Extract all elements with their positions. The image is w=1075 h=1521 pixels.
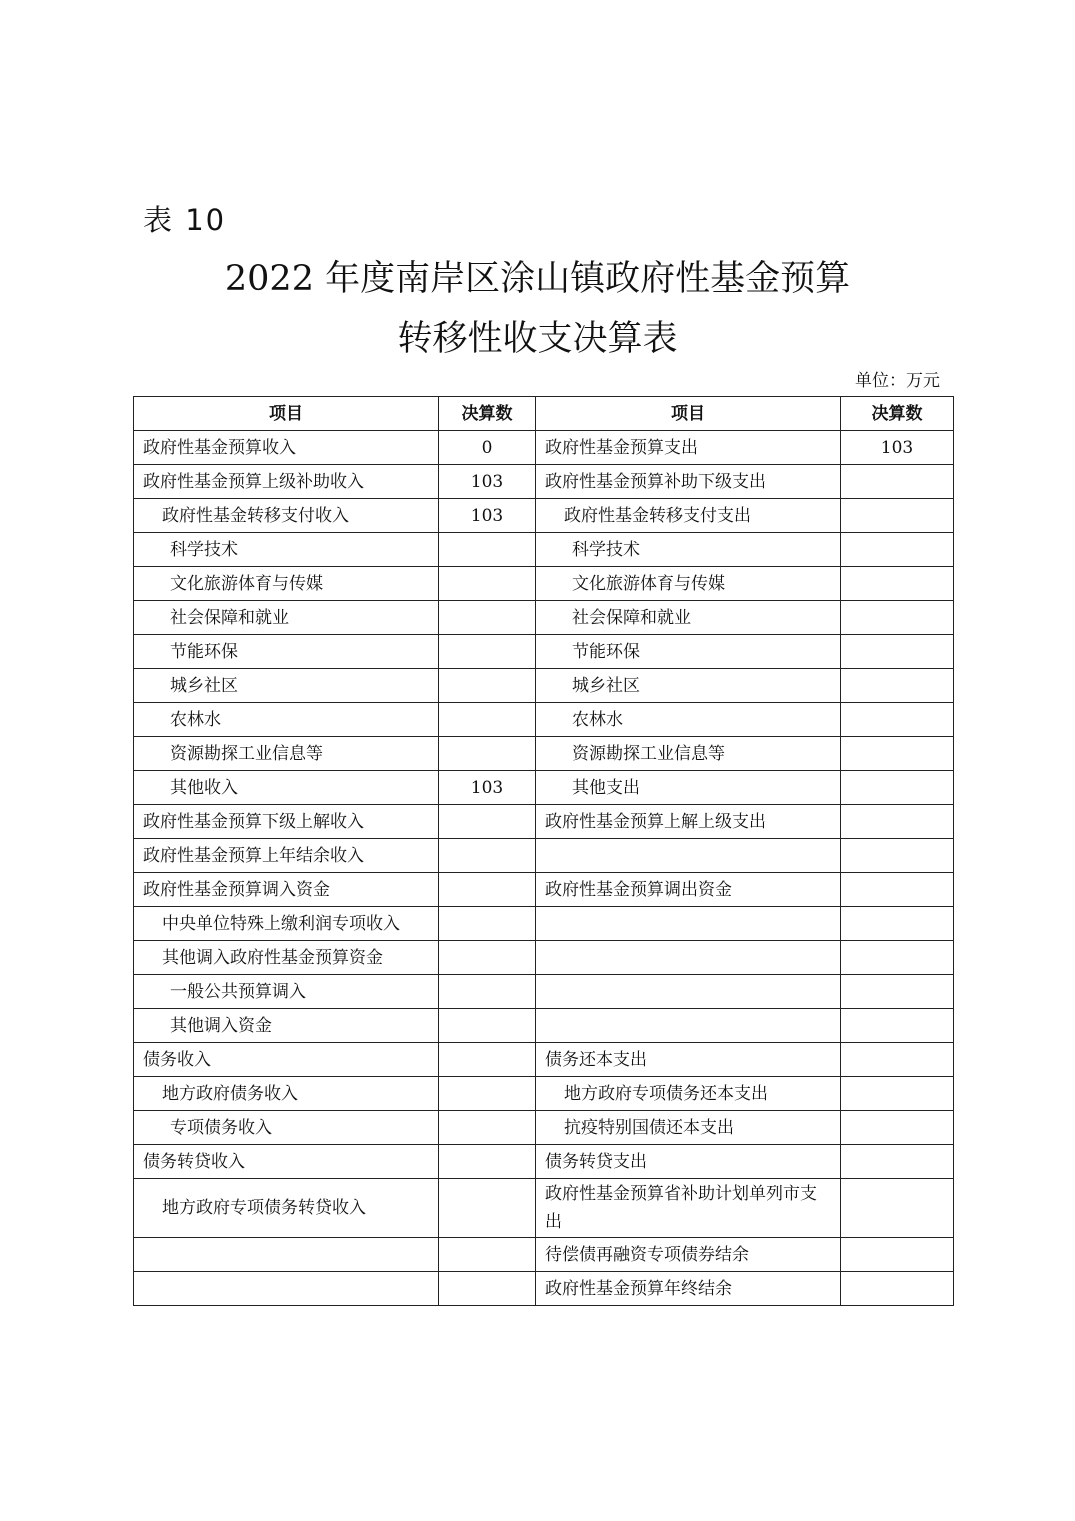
expense-item: 其他支出: [536, 771, 841, 805]
expense-amount: [841, 1272, 954, 1306]
income-amount: [439, 1145, 536, 1179]
expense-item: 城乡社区: [536, 669, 841, 703]
income-amount: [439, 1238, 536, 1272]
table-row: [134, 533, 954, 567]
income-item: 中央单位特殊上缴利润专项收入: [134, 907, 439, 941]
expense-amount: [841, 567, 954, 601]
table-row: [134, 907, 954, 941]
expense-amount: [841, 737, 954, 771]
expense-item: [536, 975, 841, 1009]
table-row: [134, 1077, 954, 1111]
expense-item: 政府性基金预算调出资金: [536, 873, 841, 907]
income-amount: [439, 1077, 536, 1111]
expense-amount: [841, 1111, 954, 1145]
table-row: [134, 839, 954, 873]
table-row: [134, 635, 954, 669]
header-item-left: 项目: [134, 397, 439, 431]
table-row: [134, 1179, 954, 1238]
income-item: 地方政府专项债务转贷收入: [134, 1179, 439, 1238]
expense-item: 地方政府专项债务还本支出: [536, 1077, 841, 1111]
expense-amount: [841, 873, 954, 907]
income-item: 债务收入: [134, 1043, 439, 1077]
income-amount: [439, 635, 536, 669]
table-row: [134, 499, 954, 533]
income-amount: 103: [439, 499, 536, 533]
table-row: [134, 669, 954, 703]
income-amount: 0: [439, 431, 536, 465]
expense-amount: [841, 1238, 954, 1272]
income-item: 文化旅游体育与传媒: [134, 567, 439, 601]
table-row: [134, 1043, 954, 1077]
income-item: 一般公共预算调入: [134, 975, 439, 1009]
table-row: [134, 1111, 954, 1145]
income-item: [134, 1272, 439, 1306]
income-item: 政府性基金预算上级补助收入: [134, 465, 439, 499]
header-amount-right: 决算数: [841, 397, 954, 431]
expense-amount: [841, 635, 954, 669]
income-item: 其他调入政府性基金预算资金: [134, 941, 439, 975]
income-item: 城乡社区: [134, 669, 439, 703]
income-amount: [439, 1179, 536, 1238]
income-item: 节能环保: [134, 635, 439, 669]
expense-item: 政府性基金预算补助下级支出: [536, 465, 841, 499]
income-item: 政府性基金预算下级上解收入: [134, 805, 439, 839]
expense-item: 社会保障和就业: [536, 601, 841, 635]
expense-item: 政府性基金预算支出: [536, 431, 841, 465]
unit-label: 单位：万元: [855, 371, 940, 391]
table-row: [134, 771, 954, 805]
income-amount: [439, 1111, 536, 1145]
income-amount: [439, 941, 536, 975]
expense-item: 待偿债再融资专项债券结余: [536, 1238, 841, 1272]
income-item: 专项债务收入: [134, 1111, 439, 1145]
expense-amount: [841, 1043, 954, 1077]
expense-item: 科学技术: [536, 533, 841, 567]
income-amount: [439, 907, 536, 941]
table-row: [134, 431, 954, 465]
income-item: 其他收入: [134, 771, 439, 805]
income-amount: [439, 805, 536, 839]
income-item: 政府性基金预算上年结余收入: [134, 839, 439, 873]
expense-amount: [841, 771, 954, 805]
expense-item: [536, 1009, 841, 1043]
table-row: [134, 941, 954, 975]
expense-amount: [841, 465, 954, 499]
transfer-budget-table: [133, 396, 954, 1306]
income-item: 科学技术: [134, 533, 439, 567]
income-amount: [439, 1043, 536, 1077]
income-item: 政府性基金预算调入资金: [134, 873, 439, 907]
table-header-row: [134, 397, 954, 431]
table-row: [134, 737, 954, 771]
table-row: [134, 873, 954, 907]
table-row: [134, 465, 954, 499]
income-amount: [439, 703, 536, 737]
expense-item: 政府性基金预算年终结余: [536, 1272, 841, 1306]
income-item: 资源勘探工业信息等: [134, 737, 439, 771]
expense-amount: [841, 1077, 954, 1111]
expense-item: 政府性基金转移支付支出: [536, 499, 841, 533]
income-item: [134, 1238, 439, 1272]
table-row: [134, 601, 954, 635]
expense-amount: [841, 941, 954, 975]
expense-amount: [841, 907, 954, 941]
table-row: [134, 1272, 954, 1306]
table-row: [134, 1238, 954, 1272]
expense-item: 债务还本支出: [536, 1043, 841, 1077]
income-amount: [439, 533, 536, 567]
page-title: 2022 年度南岸区涂山镇政府性基金预算: [224, 259, 851, 299]
income-amount: [439, 601, 536, 635]
table-row: [134, 567, 954, 601]
expense-amount: [841, 1145, 954, 1179]
expense-item: 政府性基金预算省补助计划单列市支出: [536, 1179, 841, 1238]
expense-item: [536, 839, 841, 873]
expense-item: 政府性基金预算上解上级支出: [536, 805, 841, 839]
income-item: 政府性基金预算收入: [134, 431, 439, 465]
income-item: 债务转贷收入: [134, 1145, 439, 1179]
table-number: 表 10: [143, 203, 227, 237]
income-item: 地方政府债务收入: [134, 1077, 439, 1111]
expense-amount: [841, 533, 954, 567]
expense-item: 抗疫特别国债还本支出: [536, 1111, 841, 1145]
table-row: [134, 1145, 954, 1179]
header-amount-left: 决算数: [439, 397, 536, 431]
table-row: [134, 1009, 954, 1043]
table-row: [134, 703, 954, 737]
expense-item: [536, 941, 841, 975]
expense-item: 农林水: [536, 703, 841, 737]
expense-amount: 103: [841, 431, 954, 465]
income-item: 其他调入资金: [134, 1009, 439, 1043]
income-item: 政府性基金转移支付收入: [134, 499, 439, 533]
table-row: [134, 805, 954, 839]
expense-item: 债务转贷支出: [536, 1145, 841, 1179]
income-amount: [439, 975, 536, 1009]
expense-amount: [841, 703, 954, 737]
expense-amount: [841, 975, 954, 1009]
income-amount: [439, 839, 536, 873]
income-amount: [439, 873, 536, 907]
expense-item: 文化旅游体育与传媒: [536, 567, 841, 601]
income-amount: [439, 1009, 536, 1043]
income-amount: [439, 737, 536, 771]
expense-amount: [841, 601, 954, 635]
expense-amount: [841, 839, 954, 873]
expense-amount: [841, 1179, 954, 1238]
income-amount: 103: [439, 771, 536, 805]
income-amount: [439, 567, 536, 601]
income-amount: [439, 1272, 536, 1306]
income-amount: 103: [439, 465, 536, 499]
page-subtitle: 转移性收支决算表: [397, 319, 678, 359]
income-item: 社会保障和就业: [134, 601, 439, 635]
expense-amount: [841, 499, 954, 533]
table-row: [134, 975, 954, 1009]
expense-item: 节能环保: [536, 635, 841, 669]
expense-amount: [841, 1009, 954, 1043]
income-item: 农林水: [134, 703, 439, 737]
header-item-right: 项目: [536, 397, 841, 431]
expense-item: [536, 907, 841, 941]
expense-item: 资源勘探工业信息等: [536, 737, 841, 771]
expense-amount: [841, 669, 954, 703]
income-amount: [439, 669, 536, 703]
expense-amount: [841, 805, 954, 839]
